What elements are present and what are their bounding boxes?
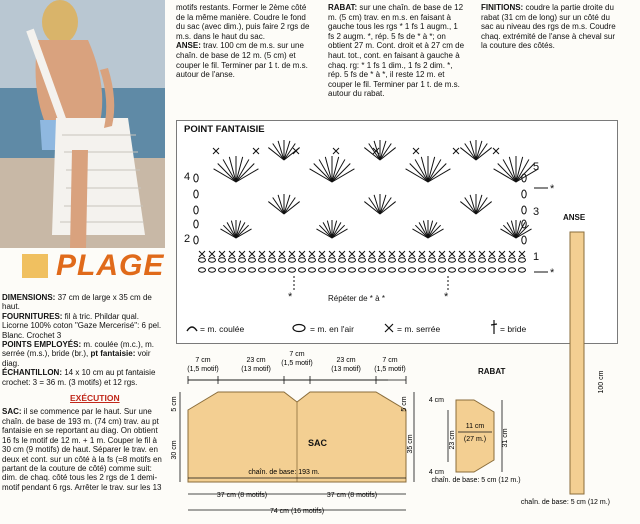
single-crochet-stitch bbox=[379, 251, 385, 257]
finitions-instructions: coudre la partie droite du rabat (31 cm de long) sur un côté du sac au niveau des rgs de m.s. Coudre chaq. extrémité de l'anse à cheval sur la couture des côtés. bbox=[481, 3, 616, 51]
legend-air: = m. en l'air bbox=[310, 324, 354, 334]
chain-stitch bbox=[379, 268, 386, 272]
anse-length: 100 cm bbox=[598, 370, 605, 394]
chain-stitch bbox=[522, 190, 526, 198]
single-crochet-stitch bbox=[409, 251, 415, 257]
rabat-4cm-top: 4 cm bbox=[428, 397, 444, 404]
rabat-11cm: 11 cm bbox=[465, 423, 485, 430]
row-number-1: 1 bbox=[533, 251, 540, 263]
chain-stitch bbox=[279, 268, 286, 272]
chain-stitch bbox=[289, 258, 296, 262]
chain-stitch bbox=[194, 174, 198, 182]
chain-stitch bbox=[219, 268, 226, 272]
rabat-4cm-bottom: 4 cm bbox=[428, 469, 444, 476]
photo-hair bbox=[42, 0, 78, 44]
fournitures-value: fil à tric. Phildar qual. Licorne 100% coton "Gaze Mercerisé": 6 pel. Blanc. Crochet 3 bbox=[2, 311, 162, 340]
dim-top-1b: (1,5 motif) bbox=[187, 366, 219, 373]
single-crochet-stitch bbox=[389, 251, 395, 257]
chain-stitch bbox=[269, 258, 276, 262]
repeat-star-right: * bbox=[444, 291, 449, 303]
chain-stitch bbox=[194, 220, 198, 228]
col1-text: motifs restants. Former le 2ème côté de la même manière. Coudre le fond du sac (avec dim.), puis faire 2 rgs de m.s. dans le haut du sac. bbox=[176, 3, 310, 41]
chain-stitch bbox=[209, 268, 216, 272]
single-crochet-stitch bbox=[333, 148, 339, 154]
coulee-symbol-icon bbox=[186, 322, 198, 334]
single-crochet-stitch bbox=[309, 251, 315, 257]
dim-top-2a: 23 cm bbox=[246, 357, 266, 364]
chain-stitch bbox=[194, 206, 198, 214]
finitions-label: FINITIONS: bbox=[481, 3, 524, 12]
chain-stitch bbox=[239, 258, 246, 262]
bottom-total: 74 cm (16 motifs) bbox=[269, 508, 325, 515]
chain-stitch bbox=[509, 258, 516, 262]
sac-label: SAC: bbox=[2, 407, 22, 417]
single-crochet-stitch bbox=[213, 148, 219, 154]
instructions-col-3 bbox=[481, 3, 621, 51]
dim-top-3a: 7 cm bbox=[289, 351, 305, 358]
chain-stitch bbox=[309, 268, 316, 272]
chain-stitch bbox=[459, 258, 466, 262]
arrow-star-2: * bbox=[550, 267, 555, 279]
single-crochet-stitch bbox=[429, 251, 435, 257]
chain-stitch bbox=[379, 258, 386, 262]
chain-stitch bbox=[199, 268, 206, 272]
legend-bride: = bride bbox=[500, 324, 527, 334]
chain-stitch bbox=[329, 268, 336, 272]
chain-stitch bbox=[319, 268, 326, 272]
chain-stitch bbox=[259, 258, 266, 262]
chain-stitch bbox=[389, 268, 396, 272]
base-chain: chaîn. de base: 193 m. bbox=[248, 469, 320, 476]
chain-stitch bbox=[389, 258, 396, 262]
stitch-rows bbox=[194, 140, 539, 290]
repeat-star-left: * bbox=[288, 291, 293, 303]
chain-stitch bbox=[522, 206, 526, 214]
chain-stitch bbox=[489, 258, 496, 262]
chain-stitch bbox=[489, 268, 496, 272]
single-crochet-stitch bbox=[499, 251, 505, 257]
anse-base: chaîn. de base: 5 cm (12 m.) bbox=[520, 499, 610, 506]
single-crochet-stitch bbox=[519, 251, 525, 257]
chain-stitch bbox=[279, 258, 286, 262]
single-crochet-stitch bbox=[293, 148, 299, 154]
chain-stitch bbox=[299, 268, 306, 272]
single-crochet-stitch bbox=[299, 251, 305, 257]
point-fantaisie-label: pt fantaisie: bbox=[90, 349, 136, 359]
single-crochet-stitch bbox=[239, 251, 245, 257]
schematic-drawings bbox=[171, 351, 640, 524]
single-crochet-stitch bbox=[269, 251, 275, 257]
chain-stitch bbox=[339, 268, 346, 272]
chain-stitch bbox=[419, 258, 426, 262]
chain-stitch bbox=[399, 268, 406, 272]
dim-top-4b: (13 motif) bbox=[331, 366, 361, 373]
chain-stitch bbox=[499, 268, 506, 272]
stitch-diagram bbox=[176, 120, 616, 342]
chain-stitch bbox=[522, 236, 526, 244]
single-crochet-stitch bbox=[453, 148, 459, 154]
chain-stitch bbox=[239, 268, 246, 272]
dimensions-value: 37 cm de large x 35 cm de haut. bbox=[2, 293, 152, 312]
chain-stitch bbox=[329, 258, 336, 262]
single-crochet-stitch bbox=[439, 251, 445, 257]
chain-stitch bbox=[469, 258, 476, 262]
chain-stitch bbox=[349, 258, 356, 262]
single-crochet-stitch bbox=[249, 251, 255, 257]
materials-text bbox=[2, 293, 162, 492]
chain-stitch bbox=[449, 258, 456, 262]
chain-stitch bbox=[429, 268, 436, 272]
anse-label: ANSE: bbox=[176, 41, 201, 51]
bottom-right: 37 cm (8 motifs) bbox=[326, 492, 378, 499]
chain-stitch bbox=[409, 258, 416, 262]
chain-stitch bbox=[499, 258, 506, 262]
title-color-swatch bbox=[22, 254, 48, 278]
chain-stitch bbox=[194, 190, 198, 198]
rabat-31cm: 31 cm bbox=[502, 428, 509, 448]
serree-symbol-icon bbox=[384, 323, 394, 333]
chain-stitch bbox=[429, 258, 436, 262]
row-number-2: 2 bbox=[184, 233, 191, 245]
chain-stitch bbox=[419, 268, 426, 272]
single-crochet-stitch bbox=[359, 251, 365, 257]
dimensions-label: DIMENSIONS: bbox=[2, 293, 56, 302]
chain-stitch bbox=[194, 236, 198, 244]
rabat-base: chaîn. de base: 5 cm (12 m.) bbox=[431, 477, 521, 484]
anse-strap-shape bbox=[570, 232, 584, 494]
bride-symbol-icon bbox=[490, 319, 498, 335]
chain-stitch bbox=[339, 258, 346, 262]
single-crochet-stitch bbox=[349, 251, 355, 257]
single-crochet-stitch bbox=[319, 251, 325, 257]
diagram-title: POINT FANTAISIE bbox=[184, 124, 265, 135]
rabat-label: RABAT: bbox=[328, 3, 358, 12]
execution-heading: EXÉCUTION bbox=[70, 393, 120, 404]
photo-body bbox=[36, 40, 103, 130]
chain-stitch bbox=[449, 268, 456, 272]
echantillon-label: ÉCHANTILLON: bbox=[2, 368, 62, 378]
chain-stitch bbox=[519, 258, 526, 262]
chain-stitch bbox=[459, 268, 466, 272]
chain-stitch bbox=[469, 268, 476, 272]
legend-serree: = m. serrée bbox=[397, 324, 441, 334]
chain-stitch bbox=[249, 268, 256, 272]
single-crochet-stitch bbox=[509, 251, 515, 257]
chain-stitch bbox=[359, 258, 366, 262]
chain-stitch bbox=[219, 258, 226, 262]
chain-stitch bbox=[439, 258, 446, 262]
side-right: 5 cm bbox=[401, 396, 408, 412]
instructions-col-2 bbox=[328, 3, 466, 99]
single-crochet-stitch bbox=[459, 251, 465, 257]
chain-stitch bbox=[399, 258, 406, 262]
chain-stitch bbox=[229, 268, 236, 272]
arrow-star-1: * bbox=[550, 183, 555, 195]
photo-leg bbox=[70, 150, 88, 248]
chain-stitch bbox=[269, 268, 276, 272]
sac-instructions: il se commence par le haut. Sur une chaîn. de base de 193 m. (74 cm) trav. au pt fantaisie en se reportant au diag. On obtient 16 fs le motif de 12 m. + 1 m. Couper le fil à 30 cm (9 motifs) de haut. Séparer le trav. en deux et cont. sur un côté à la fs (=8 motifs en partant de la couture de côté) comme suit: dim. de chaq. côté tous les 2 rgs de 1 demi-motif pendant 6 rgs. Arrêter le trav. sur les 13 bbox=[2, 407, 162, 492]
page-title: PLAGE bbox=[56, 249, 165, 282]
single-crochet-stitch bbox=[219, 251, 225, 257]
anse-instructions: trav. 100 cm de m.s. sur une chaîn. de base de 12 m. (5 cm) et couper le fil. Terminer par 1 t. de m.s. autour de l'anse. bbox=[176, 41, 308, 80]
single-crochet-stitch bbox=[229, 251, 235, 257]
chain-stitch bbox=[299, 258, 306, 262]
single-crochet-stitch bbox=[419, 251, 425, 257]
chain-stitch bbox=[309, 258, 316, 262]
single-crochet-stitch bbox=[253, 148, 259, 154]
row-number-3: 3 bbox=[533, 206, 540, 218]
single-crochet-stitch bbox=[199, 251, 205, 257]
instructions-col-1 bbox=[176, 3, 316, 80]
points-end: voir diag. bbox=[2, 349, 151, 368]
points-label: POINTS EMPLOYÉS: bbox=[2, 340, 82, 350]
dim-top-5b: (1,5 motif) bbox=[374, 366, 406, 373]
chain-stitch bbox=[479, 258, 486, 262]
chain-stitch bbox=[259, 268, 266, 272]
rabat-diagram-label: RABAT bbox=[478, 367, 506, 376]
single-crochet-stitch bbox=[339, 251, 345, 257]
chain-stitch bbox=[369, 258, 376, 262]
chain-stitch bbox=[519, 268, 526, 272]
single-crochet-stitch bbox=[259, 251, 265, 257]
single-crochet-stitch bbox=[329, 251, 335, 257]
chain-stitch bbox=[229, 258, 236, 262]
chain-stitch bbox=[319, 258, 326, 262]
single-crochet-stitch bbox=[489, 251, 495, 257]
chain-stitch bbox=[199, 258, 206, 262]
single-crochet-stitch bbox=[449, 251, 455, 257]
single-crochet-stitch bbox=[279, 251, 285, 257]
single-crochet-stitch bbox=[369, 251, 375, 257]
side-left: 5 cm bbox=[171, 396, 178, 412]
chain-stitch bbox=[509, 268, 516, 272]
dim-top-4a: 23 cm bbox=[336, 357, 356, 364]
product-photo bbox=[0, 0, 165, 248]
single-crochet-stitch bbox=[289, 251, 295, 257]
points-value: m. coulée (m.c.), m. serrée (m.s.), bride (br.), bbox=[2, 340, 155, 359]
legend-coulee: = m. coulée bbox=[200, 324, 245, 334]
anse-diagram-label: ANSE bbox=[563, 213, 586, 222]
chain-stitch bbox=[359, 268, 366, 272]
dim-top-3b: (1,5 motif) bbox=[281, 360, 313, 367]
bottom-left: 37 cm (8 motifs) bbox=[216, 492, 268, 499]
rabat-instructions: sur une chaîn. de base de 12 m. (5 cm) trav. en m.s. en faisant à gauche tous les rgs * 1 fs 1 augm., 1 fs 2 augm. *, rép. 5 fs de * à *; on obtient 27 m. Cont. droit et à 27 cm de haut. tot., cont. en faisant à gauche à chaq. rg: * 1 fs 1 dim., 1 fs 2 dim. *, rép. 5 fs de * à *, il reste 12 m. et couper le fil. Terminer par 1 t. de m.s. autour du rabat. bbox=[328, 3, 465, 99]
dim-top-1a: 7 cm bbox=[195, 357, 211, 364]
sac-diagram-label: SAC bbox=[308, 438, 328, 448]
chain-stitch bbox=[479, 268, 486, 272]
row-number-5: 5 bbox=[533, 161, 540, 173]
repeat-label: Répéter de * à * bbox=[328, 294, 385, 303]
single-crochet-stitch bbox=[399, 251, 405, 257]
chain-stitch bbox=[439, 268, 446, 272]
fournitures-label: FOURNITURES: bbox=[2, 311, 63, 321]
row-number-4: 4 bbox=[184, 171, 191, 183]
rabat-27m: (27 m.) bbox=[463, 436, 487, 443]
dim-top-2b: (13 motif) bbox=[241, 366, 271, 373]
chain-stitch bbox=[209, 258, 216, 262]
single-crochet-stitch bbox=[413, 148, 419, 154]
height-right: 35 cm bbox=[407, 434, 414, 454]
echantillon-value: 14 x 10 cm au pt fantaisie crochet: 3 = 36 m. (3 motifs) et 12 rgs. bbox=[2, 368, 156, 387]
single-crochet-stitch bbox=[469, 251, 475, 257]
chain-stitch bbox=[289, 268, 296, 272]
height-left: 30 cm bbox=[171, 440, 178, 460]
air-symbol-icon bbox=[291, 323, 307, 333]
single-crochet-stitch bbox=[209, 251, 215, 257]
rabat-23cm: 23 cm bbox=[449, 430, 456, 450]
chain-stitch bbox=[409, 268, 416, 272]
chain-stitch bbox=[349, 268, 356, 272]
dim-top-5a: 7 cm bbox=[382, 357, 398, 364]
chain-stitch bbox=[369, 268, 376, 272]
chain-stitch bbox=[249, 258, 256, 262]
single-crochet-stitch bbox=[493, 148, 499, 154]
single-crochet-stitch bbox=[479, 251, 485, 257]
